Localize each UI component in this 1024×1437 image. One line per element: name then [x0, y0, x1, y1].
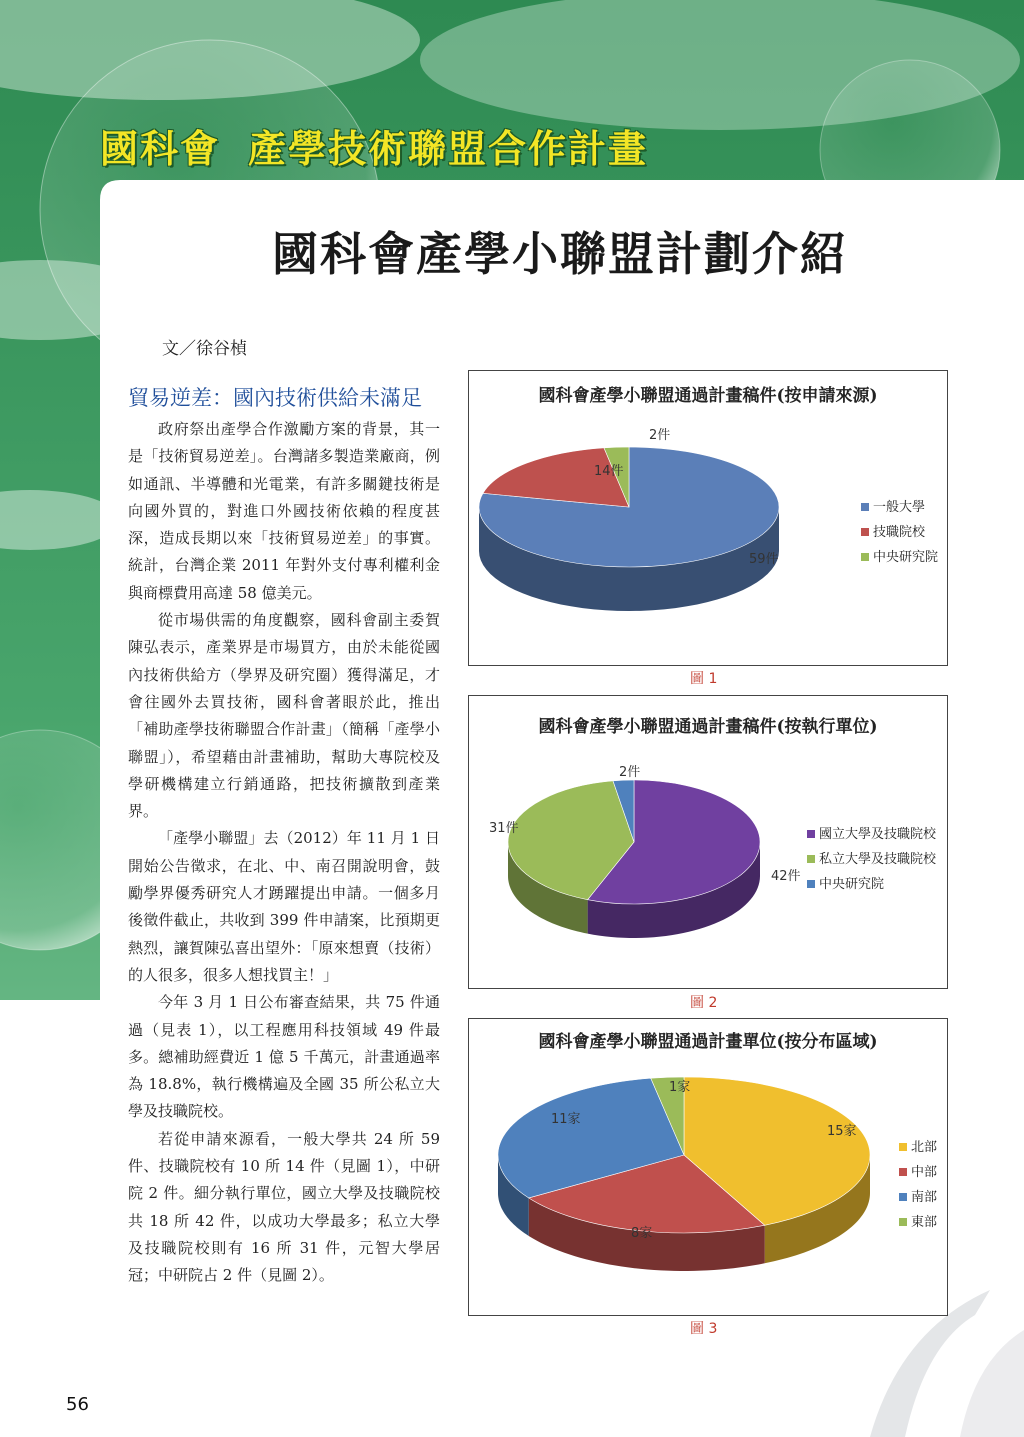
series-banner — [100, 118, 676, 173]
legend-label: 東部 — [911, 1215, 938, 1230]
data-label: 11家 — [551, 1112, 581, 1127]
legend-label: 國立大學及技職院校 — [819, 827, 937, 842]
figure-caption-2: 圖 2 — [690, 995, 718, 1011]
article-body — [128, 416, 440, 1290]
chart-title: 國科會產學小聯盟通過計畫稿件(按執行單位) — [538, 717, 878, 737]
legend-label: 一般大學 — [873, 500, 926, 515]
page-number: 56 — [66, 1394, 89, 1415]
banner-program: 產學技術聯盟合作計畫 — [248, 127, 649, 171]
data-label: 31件 — [489, 821, 519, 836]
pie-chart-2 — [469, 696, 947, 988]
data-label: 15家 — [827, 1124, 857, 1139]
pie-chart-1 — [469, 371, 947, 665]
data-label: 42件 — [771, 869, 801, 884]
data-label: 8家 — [631, 1226, 653, 1241]
legend-swatch — [861, 528, 869, 536]
legend-swatch — [899, 1168, 907, 1176]
section-heading: 貿易逆差：國內技術供給未滿足 — [128, 386, 422, 410]
paragraph: 若從申請來源看，一般大學共 24 所 59 件、技職院校有 10 所 14 件（見圖 1），中研院 2 件。細分執行單位，國立大學及技職院校共 18 所 42 件，以成功大學最多；私立大學及技職院校則有 16 所 31 件，元智大學居冠；中研院占 2 件（見圖 2）。 — [128, 1129, 440, 1285]
legend-swatch — [807, 830, 815, 838]
figure-caption-1: 圖 1 — [690, 671, 718, 687]
byline: 文／徐谷楨 — [162, 339, 247, 359]
legend-label: 中央研究院 — [819, 877, 885, 892]
legend-label: 中部 — [911, 1165, 938, 1180]
data-label: 14件 — [594, 464, 624, 479]
legend-swatch — [807, 855, 815, 863]
legend-label: 技職院校 — [873, 525, 926, 540]
chart-title: 國科會產學小聯盟通過計畫稿件(按申請來源) — [538, 386, 878, 406]
legend-swatch — [899, 1218, 907, 1226]
legend-swatch — [899, 1143, 907, 1151]
paragraph: 政府祭出產學合作激勵方案的背景，其一是「技術貿易逆差」。台灣諸多製造業廠商，例如通訊、半導體和光電業，有許多關鍵技術是向國外買的，對進口外國技術依賴的程度甚深，造成長期以來「技術貿易逆差」的事實。統計，台灣企業 2011 年對外支付專利權利金與商標費用高達 58 億美元。 — [128, 420, 440, 602]
legend-label: 南部 — [911, 1190, 938, 1205]
figure-caption-3: 圖 3 — [690, 1321, 718, 1337]
legend-label: 北部 — [911, 1140, 938, 1155]
data-label: 1家 — [669, 1080, 691, 1095]
pie-chart-3 — [469, 1019, 947, 1315]
data-label: 2件 — [619, 765, 641, 780]
chart-3 — [468, 1018, 948, 1316]
legend-swatch — [861, 553, 869, 561]
banner-org: 國科會 — [100, 127, 221, 171]
chart-1 — [468, 370, 948, 666]
legend-swatch — [861, 503, 869, 511]
article-title: 國科會產學小聯盟計劃介紹 — [272, 227, 848, 281]
chart-2 — [468, 695, 948, 989]
legend-swatch — [899, 1193, 907, 1201]
paragraph: 「產學小聯盟」去（2012）年 11 月 1 日開始公告徵求，在北、中、南召開說明會，鼓勵學界優秀研究人才踴躍提出申請。一個多月後徵件截止，共收到 399 件申請案，比預期更熱烈，讓賀陳弘喜出望外：「原來想賣（技術）的人很多，很多人想找買主！」 — [128, 829, 440, 984]
paragraph: 今年 3 月 1 日公布審查結果，共 75 件通過（見表 1），以工程應用科技領域 49 件最多。總補助經費近 1 億 5 千萬元，計畫通過率為 18.8%，執行機構遍及全國 35 所公私立大學及技職院校。 — [128, 993, 440, 1121]
legend-label: 私立大學及技職院校 — [819, 852, 937, 867]
data-label: 59件 — [749, 552, 779, 567]
chart-title: 國科會產學小聯盟通過計畫單位(按分布區域) — [538, 1032, 878, 1052]
paragraph: 從市場供需的角度觀察，國科會副主委賀陳弘表示，產業界是市場買方，由於未能從國內技術供給方（學界及研究圈）獲得滿足，才會往國外去買技術，國科會著眼於此，推出「補助產學技術聯盟合作計畫」（簡稱「產學小聯盟」），希望藉由計畫補助，幫助大專院校及學研機構建立行銷通路，把技術擴散到產業界。 — [128, 611, 440, 821]
legend-label: 中央研究院 — [873, 550, 939, 565]
data-label: 2件 — [649, 428, 671, 443]
legend-swatch — [807, 880, 815, 888]
